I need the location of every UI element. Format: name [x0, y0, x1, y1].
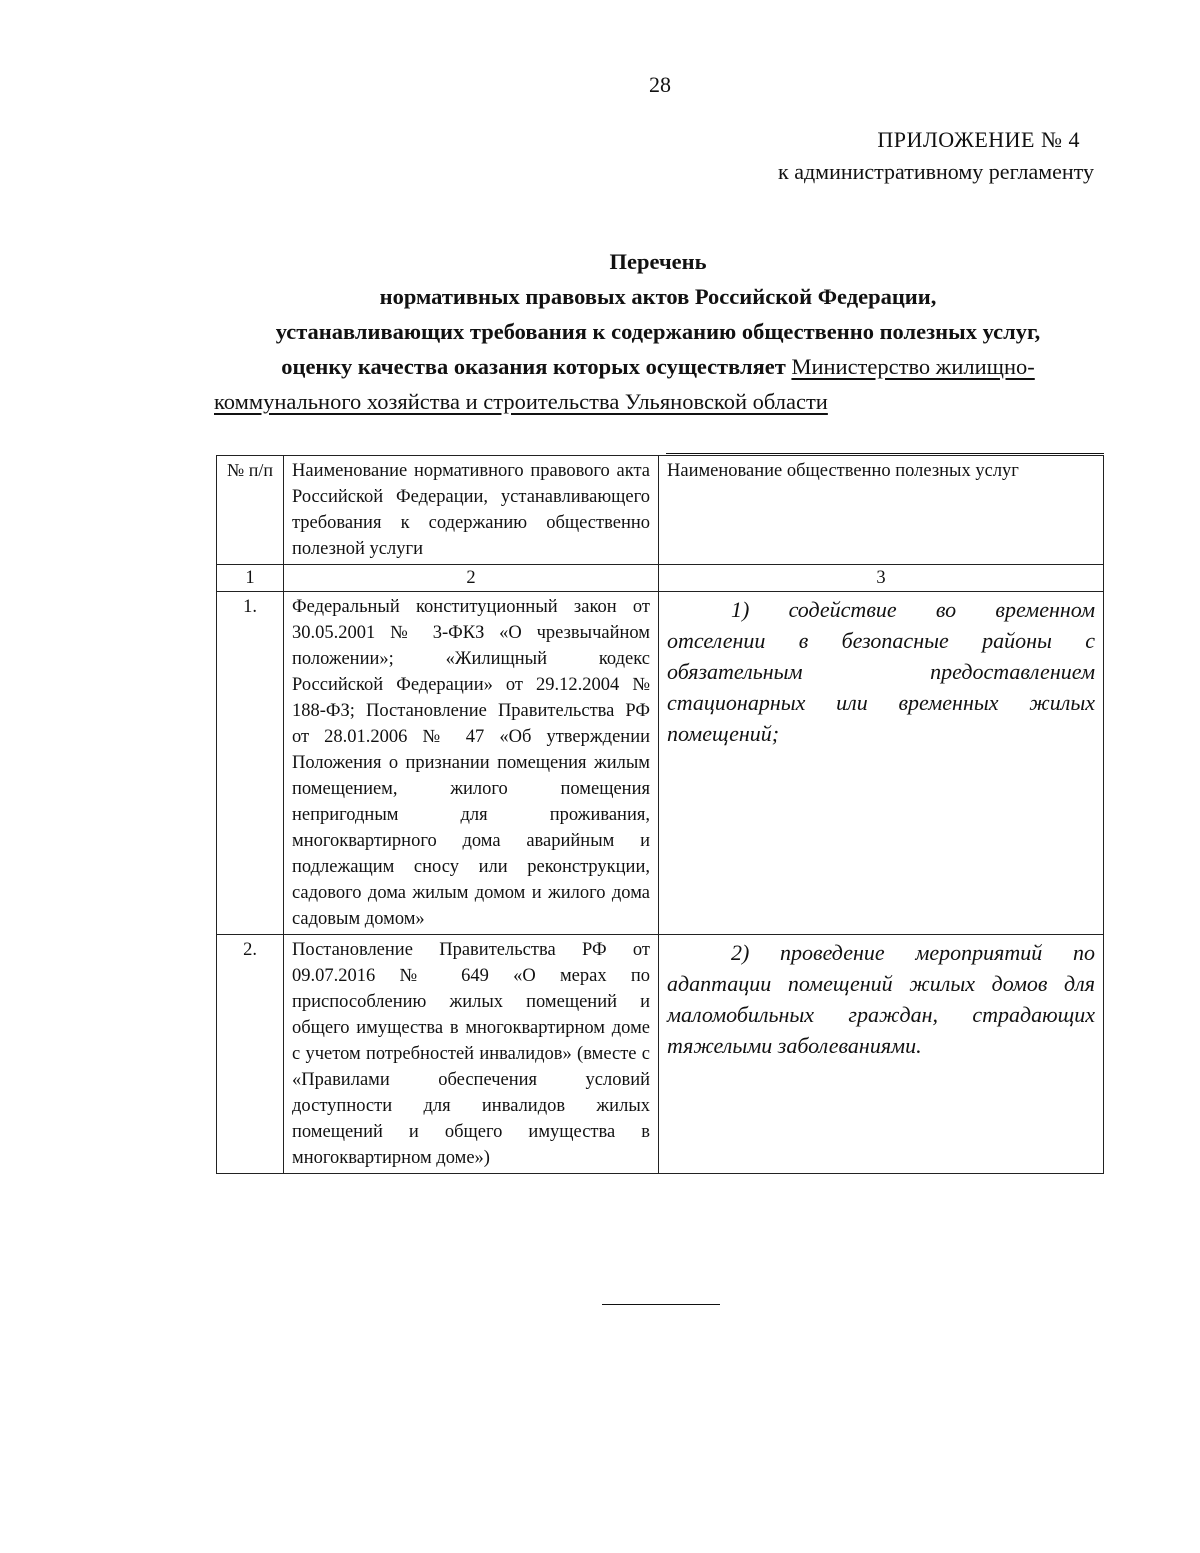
header-act-name: Наименование нормативного правового акта Российской Федерации, устанавливающего требования к содержанию общественно полезной услуги [284, 456, 659, 565]
table-row [217, 592, 1104, 935]
page-number: 28 [649, 72, 671, 97]
row-service-cell [659, 935, 1104, 1174]
column-number-2: 2 [284, 565, 659, 592]
ministry-name-part-2: коммунального хозяйства и строительства Ульяновской области [214, 389, 828, 414]
ministry-name-part-1: Министерство жилищно- [791, 354, 1035, 379]
table-top-rule [666, 453, 1104, 454]
row-service: 1) содействие во временном отселении в безопасные районы с обязательным предоставлением стационарных или временных жилых помещений; [667, 597, 1095, 746]
title-line-5 [214, 384, 1102, 419]
row-service-cell [659, 592, 1104, 935]
title-line-1: Перечень [609, 249, 707, 274]
header-number: № п/п [217, 456, 284, 565]
row-service: 2) проведение мероприятий по адаптации помещений жилых домов для маломобильных граждан, страдающих тяжелыми заболеваниями. [667, 940, 1095, 1058]
acts-table [216, 455, 1104, 1174]
title-line-4 [214, 349, 1102, 384]
title-line-2: нормативных правовых актов Российской Федерации, [379, 284, 937, 309]
appendix-header [574, 124, 1094, 188]
appendix-title: ПРИЛОЖЕНИЕ № 4 [877, 127, 1080, 152]
row-number: 1. [217, 592, 284, 935]
table-row [217, 935, 1104, 1174]
table-header-row [217, 456, 1104, 565]
column-number-1: 1 [217, 565, 284, 592]
row-act: Федеральный конституционный закон от 30.05.2001 № 3-ФКЗ «О чрезвычайном положении»; «Жилищный кодекс Российской Федерации» от 29.12.2004 № 188-ФЗ; Постановление Правительства РФ от 28.01.2006 № 47 «Об утверждении Положения о признании помещения жилым помещением, жилого помещения непригодным для проживания, многоквартирного дома аварийным и подлежащим сносу или реконструкции, садового дома жилым домом и жилого дома садовым домом» [284, 592, 659, 935]
row-number: 2. [217, 935, 284, 1174]
row-act: Постановление Правительства РФ от 09.07.2016 № 649 «О мерах по приспособлению жилых помещений и общего имущества в многоквартирном доме с учетом потребностей инвалидов» (вместе с «Правилами обеспечения условий доступности для инвалидов жилых помещений и общего имущества в многоквартирном доме») [284, 935, 659, 1174]
column-number-row [217, 565, 1104, 592]
document-title [214, 244, 1102, 419]
appendix-subtitle: к административному регламенту [778, 159, 1094, 184]
column-number-3: 3 [659, 565, 1104, 592]
closing-rule [602, 1304, 720, 1305]
title-line-3: устанавливающих требования к содержанию общественно полезных услуг, [275, 319, 1041, 344]
header-service-name: Наименование общественно полезных услуг [659, 456, 1104, 565]
title-line-4-bold: оценку качества оказания которых осуществляет [281, 354, 786, 379]
